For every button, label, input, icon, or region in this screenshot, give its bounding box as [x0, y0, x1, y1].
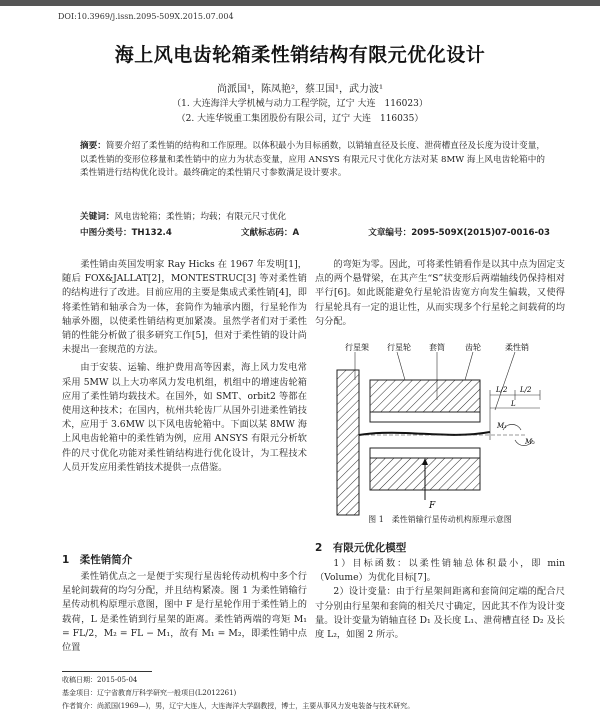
label-planet-gear: 行星轮	[387, 343, 411, 352]
objective-paragraph: 1）目标函数：以柔性销轴总体积最小，即 min（Volume）为优化目标[7]。	[315, 558, 565, 584]
keywords-text: 风电齿轮箱；柔性销；均载；有限元尺寸优化	[114, 212, 287, 222]
abstract-text: 简要介绍了柔性销的结构和工作原理。以体积最小为目标函数，以销轴直径及长度、泄荷槽直径及长度为设计变量，以柔性销的变形位移量和柔性销中的应力为状态变量，应用 ANSYS 有限元尺寸优化方法对某 8MW 海上风电齿轮箱中的柔性销进行结构优化设计。最终确定的柔性销尺寸参数满足设计要求。	[80, 141, 545, 178]
right-column-top	[315, 258, 565, 329]
sleeve-bottom	[370, 448, 480, 458]
planet-gear-top	[370, 380, 480, 412]
figure-1	[325, 340, 555, 520]
section-1-heading: 1 柔性销简介	[62, 554, 133, 566]
affiliation-1: （1. 大连海洋大学机械与动力工程学院，辽宁 大连 116023）	[172, 99, 428, 109]
intro-paragraph-1: 柔性销由英国发明家 Ray Hicks 在 1967 年发明[1]，随后 FOX&JALLAT[2]，MONTESTRUC[3] 等对柔性销的结构进行了改进。目前应用的主要是集成式柔性销[4]，即将柔性销和轴承合为一体，套筒作为轴承内圈，行星轮作为轴承外圈，以使柔性销结构更加紧凑。虽然学者们对于柔性销的性能分析做了很多研究工作[5]，但对于柔性销的设计尚未提出一套规范的方法。	[62, 259, 307, 356]
design-variables-paragraph: 2）设计变量：由于行星架间距离和套筒间定端的配合尺寸分别由行星架和套筒的相关尺寸确定，因此其不作为设计变量。设计变量为销轴直径 D₁ 及长度 L₁、泄荷槽直径 D₂ 及长度 L₂，如图 2 所示。	[315, 586, 565, 641]
figure-1-diagram	[325, 340, 555, 520]
article-number: 文章编号：2095-509X(2015)07-0016-03	[368, 228, 550, 238]
intro-paragraph-2: 由于安装、运输、维护费用高等因素，海上风力发电常采用 5MW 以上大功率风力发电机组，机组中的增速齿轮箱应用了柔性销均载技术。在国外，如 SMT、orbit2 等都在使用这种技术；在国内，杭州共轮齿厂从国外引进柔性销技术，应用于 3.6MW 以下风电齿轮箱中。下面以某 8MW 海上风电齿轮箱中的柔性销为例，应用 ANSYS 有限元分析软件的尺寸优化功能对柔性销结构进行优化设计，为工程技术人员开发应用柔性销技术提供一点借鉴。	[62, 362, 307, 473]
dim-length: L	[511, 400, 516, 408]
planet-carrier-shape	[337, 370, 359, 515]
keywords-label: 关键词：	[80, 212, 115, 222]
clc-number: 中图分类号：TH132.4	[80, 228, 172, 238]
section-2-body	[315, 557, 565, 642]
authors: 尚派国¹，陈凤艳²，蔡卫国¹，武力波¹	[216, 84, 384, 95]
figure-1-caption: 图 1 柔性销输行星传动机构原理示意图	[368, 515, 512, 524]
moment-m2: M₂	[525, 438, 535, 446]
footnote-funding: 基金项目：辽宁省教育厅科学研究一般项目(L2012261)	[62, 689, 237, 697]
right-paragraph-1: 的弯矩为零。因此，可将柔性销看作是以其中点为固定支点的两个悬臂梁，在其产生“S”状变形后两端轴线仍保持相对平行[6]。如此既能避免行星轮沿齿宽方向发生偏载，又使得行星轮具有一定的退让性，从而实现多个行星轮之间载荷的均匀分配。	[315, 259, 565, 327]
footnote-rule	[62, 671, 152, 672]
footnote-received: 收稿日期：2015-05-04	[62, 676, 138, 684]
abstract-label: 摘要：	[80, 141, 106, 151]
left-column	[62, 258, 307, 475]
document-code: 文献标志码：A	[240, 228, 300, 238]
doi-line: DOI:10.3969/j.issn.2095-509X.2015.07.004	[58, 12, 234, 21]
dim-half-left: L/2	[496, 386, 508, 394]
classification-line	[80, 226, 550, 238]
abstract	[80, 140, 545, 181]
sleeve-top	[370, 412, 480, 422]
keywords	[80, 210, 545, 222]
load-label: F	[429, 501, 436, 511]
label-gear: 齿轮	[465, 343, 481, 352]
affiliation-2: （2. 大连华锐重工集团股份有限公司，辽宁 大连 116035）	[176, 114, 424, 124]
label-sleeve: 套筒	[429, 343, 445, 352]
label-planet-carrier: 行星架	[345, 343, 369, 352]
top-bar	[0, 0, 600, 6]
paper-title: 海上风电齿轮箱柔性销结构有限元优化设计	[114, 44, 486, 66]
footnote-author: 作者简介：尚派国(1969—)，男，辽宁大连人，大连海洋大学副教授，博士，主要从事风力发电装备与技术研究。	[62, 702, 415, 710]
section-2-heading: 2 有限元优化模型	[315, 542, 407, 554]
dim-half-right: L/2	[520, 386, 532, 394]
flex-pin-shape	[359, 432, 490, 435]
label-flex-pin: 柔性销	[505, 343, 529, 352]
section-1-body	[62, 570, 307, 655]
moment-m1: M₁	[497, 422, 507, 430]
section-1-paragraph: 柔性销优点之一是便于实现行星齿轮传动机构中多个行星轮间载荷的均匀分配，并且结构紧凑。图 1 为柔性销输行星传动机构原理示意图，图中 F 是行星轮作用于柔性销上的载荷，L 是柔性销到行星架的距离。柔性销两端的弯矩 M₁ = FL/2，M₂ = FL − M₁，故有 M₁ = M₂，即柔性销中点位置	[62, 571, 307, 654]
